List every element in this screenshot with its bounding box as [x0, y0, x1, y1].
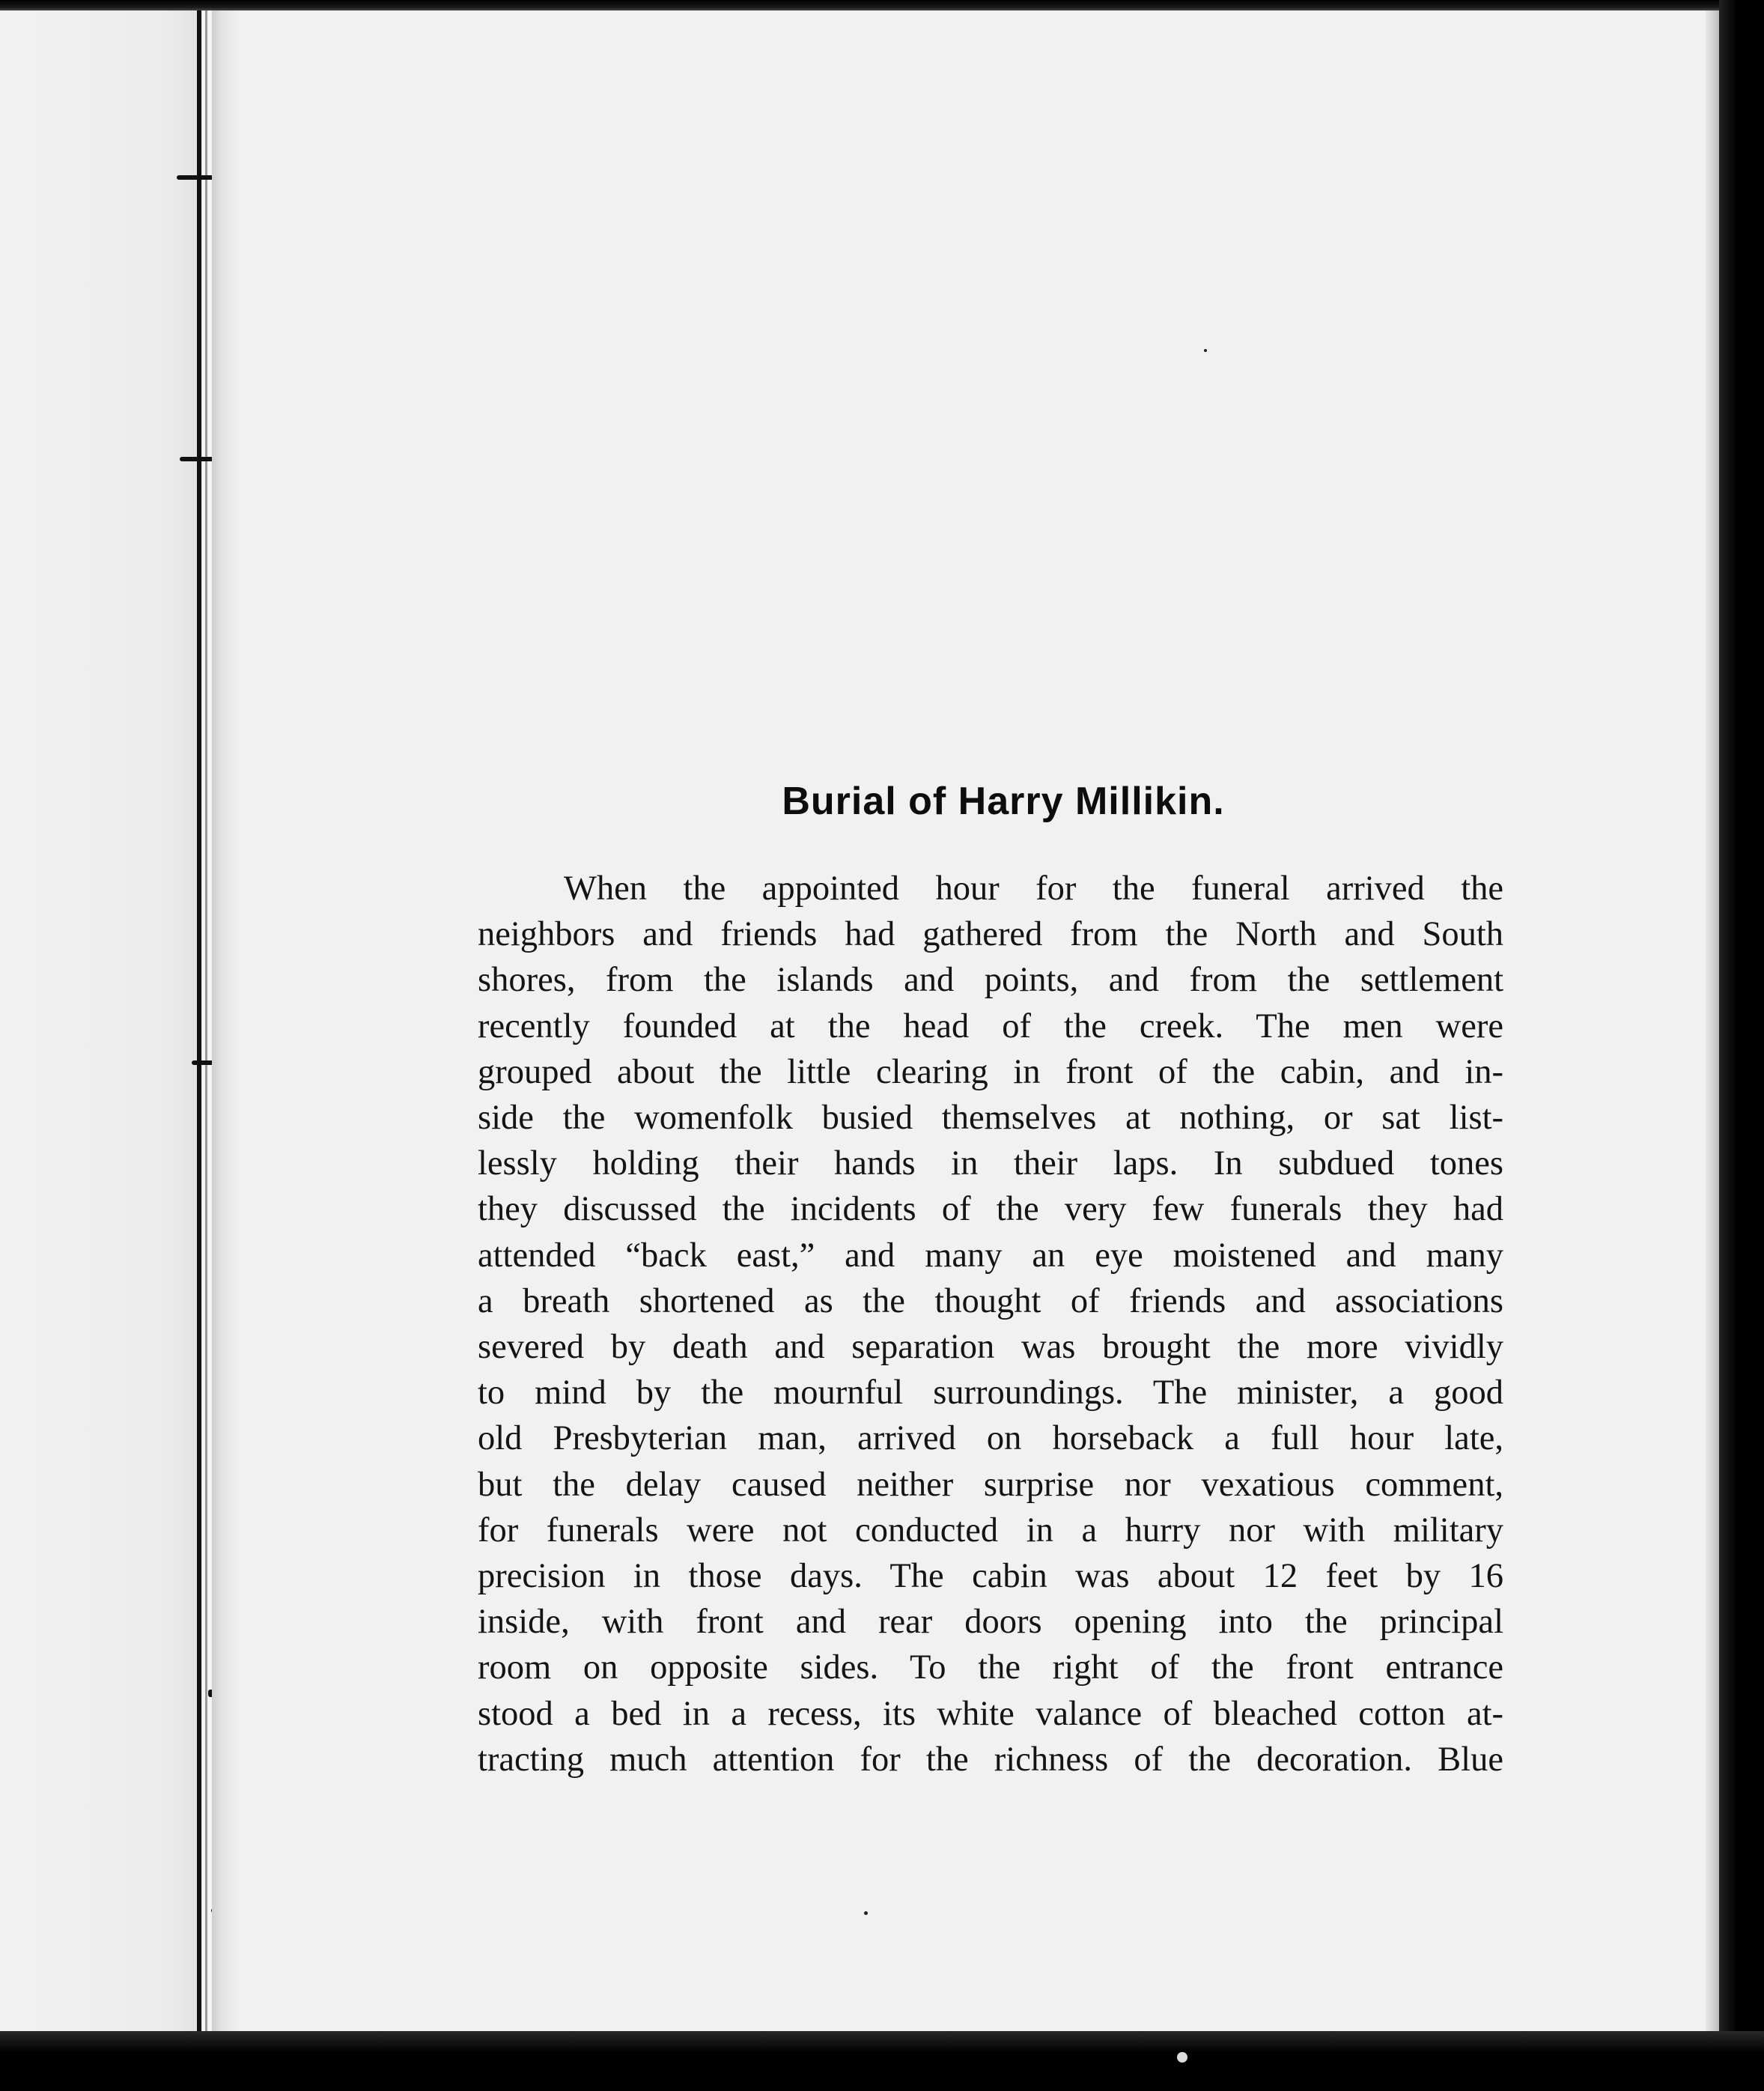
binding-thread: [197, 10, 201, 2031]
text-line: they discussed the incidents of the very few funerals they had: [478, 1190, 1503, 1229]
binding-edge: [205, 10, 207, 2031]
scan-border-bottom: [0, 2031, 1764, 2091]
text-line: grouped about the little clearing in front of the cabin, and in-: [478, 1052, 1503, 1091]
text-line: When the appointed hour for the funeral arrived the: [564, 870, 1503, 908]
text-line: but the delay caused neither surprise nor vexatious comment,: [478, 1465, 1503, 1504]
scan-border-right: [1719, 0, 1764, 2091]
page-title: Burial of Harry Millikin.: [782, 780, 1225, 823]
left-page: [0, 10, 202, 2031]
text-line: lessly holding their hands in their laps. In subdued tones: [478, 1144, 1503, 1183]
page-edge-shadow: [1706, 10, 1719, 2031]
text-line: inside, with front and rear doors opening into the principal: [478, 1603, 1503, 1642]
text-line: severed by death and separation was brought the more vividly: [478, 1328, 1503, 1367]
text-line: shores, from the islands and points, and from the settlement: [478, 961, 1503, 1000]
text-line: recently founded at the head of the creek. The men were: [478, 1007, 1503, 1046]
text-line: tracting much attention for the richness of the decoration. Blue: [478, 1740, 1503, 1779]
text-line: side the womenfolk busied themselves at nothing, or sat list-: [478, 1099, 1503, 1138]
text-line: for funerals were not conducted in a hurry nor with military: [478, 1511, 1503, 1550]
body-paragraph: [478, 866, 1503, 1782]
spine-shadow: [212, 10, 242, 2031]
text-line: old Presbyterian man, arrived on horseback a full hour late,: [478, 1419, 1503, 1458]
scan-speck: [864, 1911, 868, 1915]
text-line: precision in those days. The cabin was about 12 feet by 16: [478, 1557, 1503, 1596]
scan-speck: [1204, 349, 1207, 352]
text-line: room on opposite sides. To the right of the front entrance: [478, 1648, 1503, 1687]
scan-speck: [1177, 2052, 1187, 2063]
text-line: stood a bed in a recess, its white valance of bleached cotton at-: [478, 1694, 1503, 1733]
text-line: to mind by the mournful surroundings. The minister, a good: [478, 1374, 1503, 1412]
text-line: a breath shortened as the thought of friends and associations: [478, 1281, 1503, 1320]
text-line: attended “back east,” and many an eye moistened and many: [478, 1236, 1503, 1275]
scan-border-top: [0, 0, 1764, 10]
text-line: neighbors and friends had gathered from the North and South: [478, 915, 1503, 954]
